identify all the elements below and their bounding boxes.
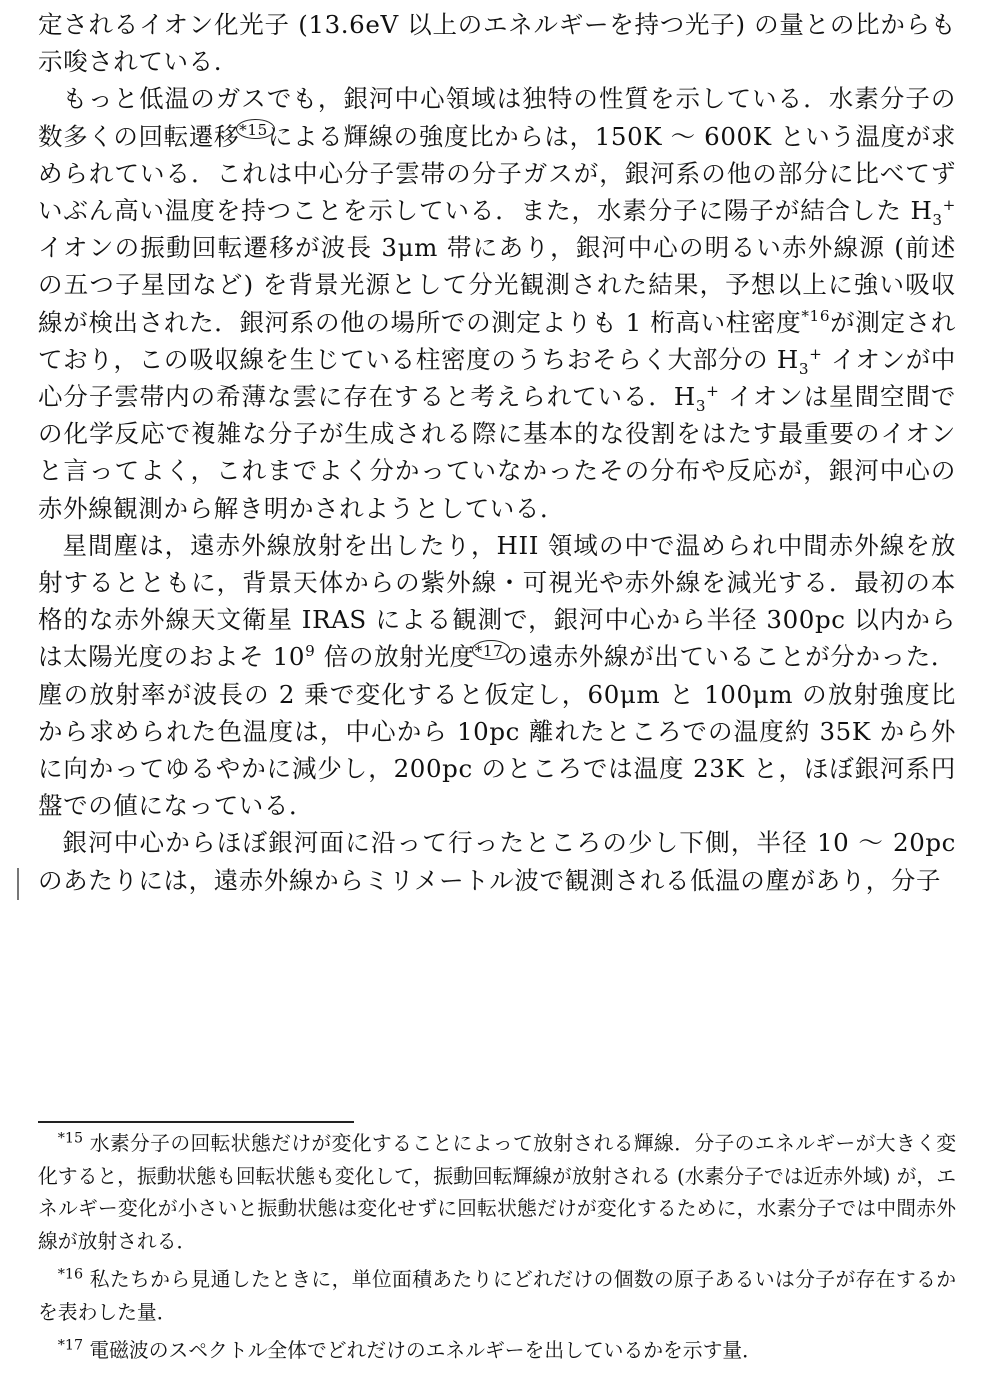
footnote-mark: *17 (57, 1337, 84, 1354)
formula-element: H (776, 344, 799, 374)
paragraph-text: 定されるイオン化光子 (13.6eV 以上のエネルギーを持つ光子) の量との比からも示唆されている. (38, 10, 956, 77)
footnote-15 (38, 1128, 956, 1258)
formula-subscript: 3 (798, 359, 810, 378)
paragraph-text: 銀河中心からほぼ銀河面に沿って行ったところの少し下側，半径 10 ～ 20pc のあたりには，遠赤外線からミリメートル波で観測される低温の塵があり，分子 (38, 828, 956, 895)
footnote-mark: *15 (57, 1130, 84, 1147)
paragraph-text: イオンは星間空間での化学反応で複雑な分子が生成される際に基本的な役割をはたす最重要のイオンと言ってよく，これまでよく分かっていなかったその分布や反応が，銀河中心の赤外線観測から解き明かされようとしている． (38, 382, 957, 523)
footnote-divider (38, 1121, 354, 1123)
main-body-text (38, 6, 956, 899)
footnote-mark: *16 (57, 1266, 84, 1283)
exponent: 9 (305, 642, 316, 661)
paragraph-text: による輝線の強度比からは，150K ～ 600K という温度が求められている．これは中心分子雲帯の分子ガスが，銀河系の他の部分に比べてずいぶん高い温度を持つことを示している．また，水素分子に陽子が結合した (38, 121, 956, 226)
formula-superscript: + (809, 344, 823, 363)
paragraph-text: の遠赤外線が出ていることが分かった．塵の放射率が波長の 2 乗で変化すると仮定し，60μm と 100μm の放射強度比から求められた色温度は，中心から 10pc 離れたところでの温度約 35K から外に向かってゆるやかに減少し，200pc のところでは温度 23K と，ほぼ銀河系円盤での値になっている． (38, 642, 956, 821)
h3-plus-ion-formula (776, 344, 823, 378)
footnote-text: 私たちから見通したときに，単位面積あたりにどれだけの個数の原子あるいは分子が存在するかを表わした量． (38, 1268, 956, 1324)
footnote-text: 電磁波のスペクトル全体でどれだけのエネルギーを出しているかを示す量． (83, 1339, 762, 1362)
footnote-text: 水素分子の回転状態だけが変化することによって放射される輝線．分子のエネルギーが大きく変化すると，振動状態も回転状態も変化して，振動回転輝線が放射される (水素分子では近赤外域) が，エネルギー変化が小さいと振動状態は変化せずに回転状態だけが変化するために，水素分子では中間赤外線が放射される． (38, 1132, 956, 1253)
footnote-16 (38, 1264, 956, 1329)
formula-element: H (910, 196, 933, 226)
paragraph-interstellar-dust (38, 527, 956, 825)
footnote-ref-15[interactable]: *15 (239, 121, 268, 140)
margin-mark (17, 868, 19, 900)
paragraph-text: が測定されており，この吸収線を生じている柱密度のうちおそらく大部分の (38, 307, 956, 374)
footnote-ref-16[interactable]: *16 (801, 307, 831, 326)
formula-superscript: + (706, 381, 720, 400)
formula-superscript: + (942, 195, 956, 214)
paragraph-text: もっと低温のガスでも，銀河中心領域は独特の性質を示している．水素分子の数多くの回転遷移 (38, 84, 956, 151)
paragraph-molecular-gas (38, 80, 956, 526)
paragraph-text: 星間塵は，遠赤外線放射を出したり，HII 領域の中で温められ中間赤外線を放射するとともに，背景天体からの紫外線・可視光や赤外線を減光する．最初の本格的な赤外線天文衛星 IRAS による観測で，銀河中心から半径 300pc 以内からは太陽光度のおよそ 10 (38, 530, 956, 672)
footnotes-section (38, 1128, 956, 1374)
footnote-17 (38, 1335, 956, 1368)
paragraph-continuation (38, 6, 956, 80)
formula-element: H (673, 382, 696, 412)
paragraph-text: イオンの振動回転遷移が波長 3μm 帯にあり，銀河中心の明るい赤外線源 (前述の五つ子星団など) を背景光源として分光観測された結果，予想以上に強い吸収線が検出された．銀河系の他の場所での測定よりも 1 桁高い柱密度 (38, 233, 956, 337)
h3-plus-ion-formula (673, 381, 720, 415)
formula-subscript: 3 (695, 396, 707, 415)
paragraph-text: イオンが中心分子雲帯内の希薄な雲に存在すると考えられている． (38, 344, 956, 412)
paragraph-text: 倍の放射光度 (315, 642, 475, 672)
formula-subscript: 3 (932, 210, 943, 229)
footnote-ref-17[interactable]: *17 (474, 642, 504, 661)
h3-plus-ion-formula (910, 195, 956, 229)
paragraph-cold-dust (38, 824, 956, 898)
